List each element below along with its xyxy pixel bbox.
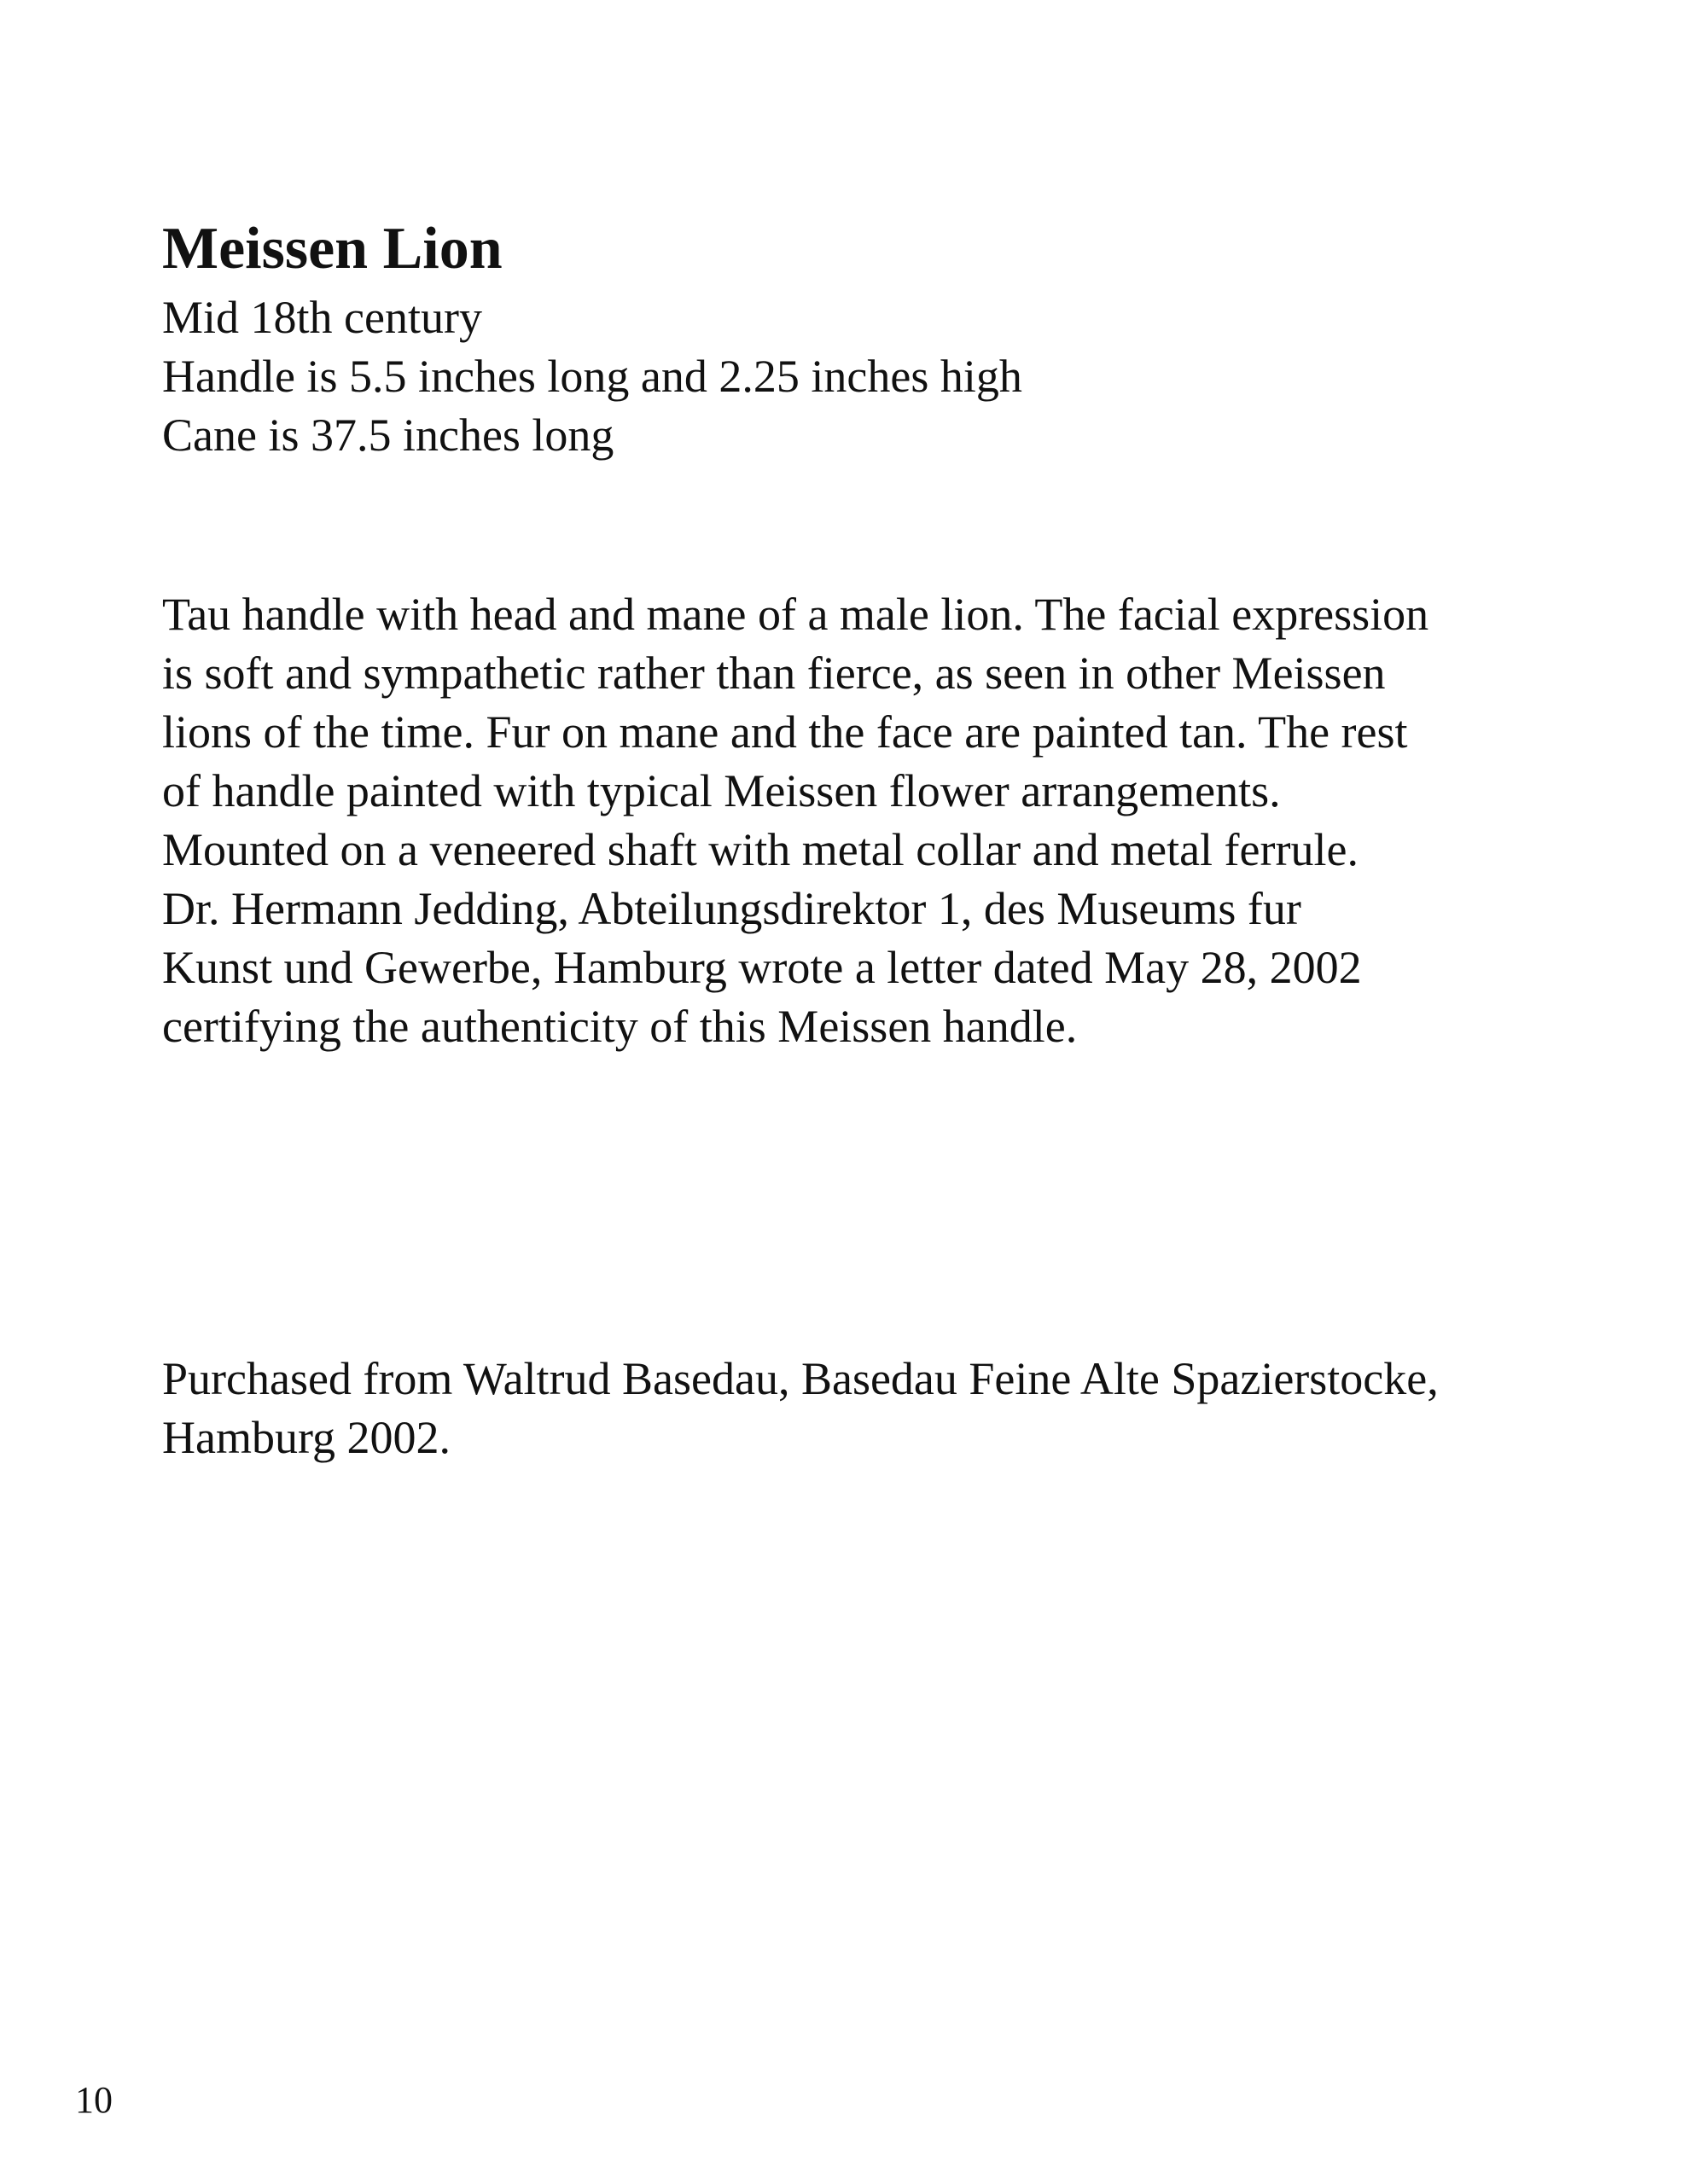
description-paragraph xyxy=(162,585,1545,1056)
description-line: Dr. Hermann Jedding, Abteilungsdirektor 1, des Museums fur xyxy=(162,883,1301,934)
date-line: Mid 18th century xyxy=(162,292,482,343)
page-number: 10 xyxy=(75,2079,113,2121)
item-title: Meissen Lion xyxy=(162,216,503,282)
provenance-line: Hamburg 2002. xyxy=(162,1412,451,1463)
handle-dimensions-line: Handle is 5.5 inches long and 2.25 inches high xyxy=(162,351,1022,402)
cane-length-line: Cane is 37.5 inches long xyxy=(162,410,614,461)
provenance-line: Purchased from Waltrud Basedau, Basedau Feine Alte Spazierstocke, xyxy=(162,1353,1439,1404)
description-line: Tau handle with head and mane of a male lion. The facial expression xyxy=(162,589,1429,640)
description-line: Kunst und Gewerbe, Hamburg wrote a letter dated May 28, 2002 xyxy=(162,942,1362,993)
item-details xyxy=(162,288,1545,465)
description-line: Mounted on a veneered shaft with metal collar and metal ferrule. xyxy=(162,824,1359,875)
description-line: lions of the time. Fur on mane and the face are painted tan. The rest xyxy=(162,706,1408,758)
description-line: certifying the authenticity of this Meissen handle. xyxy=(162,1001,1078,1052)
provenance-paragraph xyxy=(162,1350,1545,1467)
description-line: of handle painted with typical Meissen flower arrangements. xyxy=(162,765,1281,816)
description-line: is soft and sympathetic rather than fierce, as seen in other Meissen xyxy=(162,648,1386,699)
